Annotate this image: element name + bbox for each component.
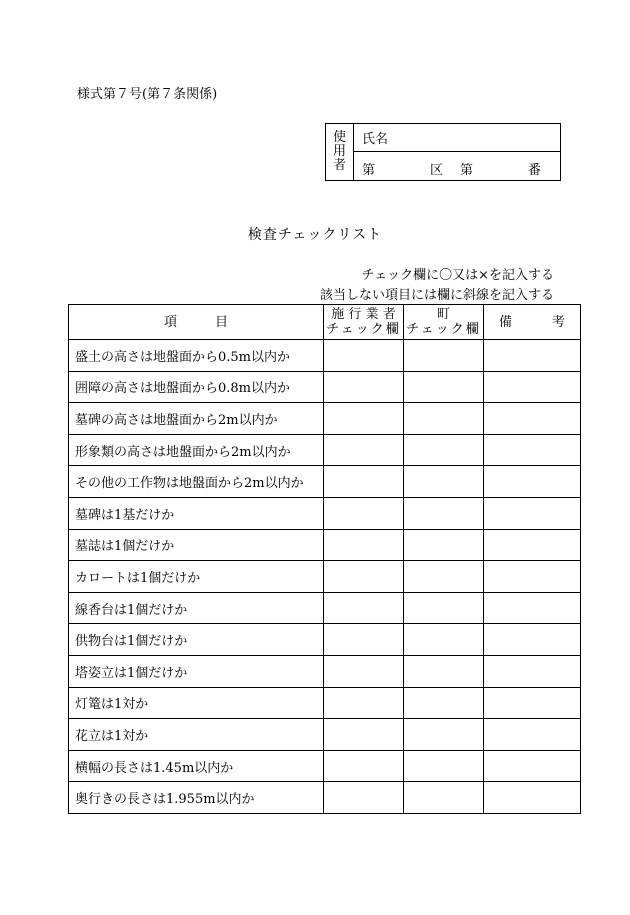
- remarks-cell[interactable]: [484, 655, 581, 687]
- town-check-cell[interactable]: [404, 750, 484, 782]
- contractor-check-cell[interactable]: [324, 403, 404, 435]
- table-row: [69, 371, 581, 403]
- instruction-line-2: 該当しない項目には欄に斜線を記入する: [319, 288, 554, 303]
- user-label: [326, 124, 354, 180]
- item-cell: 花立は1対か: [69, 719, 324, 751]
- header-remarks-char: 備: [498, 314, 512, 330]
- user-info-box: [325, 123, 561, 181]
- contractor-check-cell[interactable]: [324, 529, 404, 561]
- table-row: [69, 782, 581, 814]
- town-check-cell[interactable]: [404, 719, 484, 751]
- contractor-check-cell[interactable]: [324, 592, 404, 624]
- item-cell: 囲障の高さは地盤面から0.8m以内か: [69, 371, 324, 403]
- table-row: [69, 529, 581, 561]
- remarks-cell[interactable]: [484, 719, 581, 751]
- user-label-char: 使: [332, 130, 346, 145]
- inspection-checklist-table: [68, 304, 581, 814]
- header-contractor-line2: チェック欄: [326, 322, 401, 337]
- item-cell: 灯篭は1対か: [69, 687, 324, 719]
- town-check-cell[interactable]: [404, 624, 484, 656]
- town-check-cell[interactable]: [404, 529, 484, 561]
- header-contractor-check: [324, 305, 404, 340]
- contractor-check-cell[interactable]: [324, 655, 404, 687]
- contractor-check-cell[interactable]: [324, 371, 404, 403]
- remarks-cell[interactable]: [484, 497, 581, 529]
- table-row: [69, 497, 581, 529]
- header-remarks: [484, 305, 581, 340]
- town-check-cell[interactable]: [404, 592, 484, 624]
- remarks-cell[interactable]: [484, 782, 581, 814]
- user-address-field[interactable]: [354, 152, 560, 180]
- item-cell: カロートは1個だけか: [69, 561, 324, 593]
- header-item-char: 目: [215, 314, 229, 330]
- town-check-cell[interactable]: [404, 371, 484, 403]
- item-cell: 奥行きの長さは1.955m以内か: [69, 782, 324, 814]
- document-title: 検査チェックリスト: [247, 227, 383, 243]
- contractor-check-cell[interactable]: [324, 750, 404, 782]
- table-row: [69, 655, 581, 687]
- item-cell: その他の工作物は地盤面から2m以内か: [69, 466, 324, 498]
- table-row: [69, 403, 581, 435]
- contractor-check-cell[interactable]: [324, 624, 404, 656]
- town-check-cell[interactable]: [404, 782, 484, 814]
- table-row: [69, 340, 581, 372]
- address-part: 番: [528, 163, 542, 178]
- table-row: [69, 750, 581, 782]
- header-town-line2: チェック欄: [406, 322, 481, 337]
- address-part: 第: [362, 163, 376, 178]
- table-row: [69, 687, 581, 719]
- header-item-char: 項: [163, 314, 177, 330]
- header-item: [69, 305, 324, 340]
- instruction-line-1: チェック欄に〇又は×を記入する: [361, 268, 554, 283]
- town-check-cell[interactable]: [404, 687, 484, 719]
- contractor-check-cell[interactable]: [324, 434, 404, 466]
- header-town-line1: 町: [436, 307, 450, 322]
- town-check-cell[interactable]: [404, 655, 484, 687]
- item-cell: 墓誌は1個だけか: [69, 529, 324, 561]
- contractor-check-cell[interactable]: [324, 719, 404, 751]
- user-label-char: 者: [332, 158, 346, 173]
- address-part: 第: [460, 163, 474, 178]
- item-cell: 線香台は1個だけか: [69, 592, 324, 624]
- contractor-check-cell[interactable]: [324, 782, 404, 814]
- table-row: [69, 592, 581, 624]
- header-contractor-line1: 施 行 業 者: [331, 307, 396, 322]
- table-header-row: [69, 305, 581, 340]
- item-cell: 盛土の高さは地盤面から0.5m以内か: [69, 340, 324, 372]
- table-row: [69, 434, 581, 466]
- remarks-cell[interactable]: [484, 592, 581, 624]
- table-row: [69, 561, 581, 593]
- town-check-cell[interactable]: [404, 340, 484, 372]
- remarks-cell[interactable]: [484, 750, 581, 782]
- address-part: 区: [430, 163, 444, 178]
- town-check-cell[interactable]: [404, 466, 484, 498]
- contractor-check-cell[interactable]: [324, 687, 404, 719]
- table-row: [69, 719, 581, 751]
- item-cell: 塔姿立は1個だけか: [69, 655, 324, 687]
- remarks-cell[interactable]: [484, 371, 581, 403]
- contractor-check-cell[interactable]: [324, 497, 404, 529]
- remarks-cell[interactable]: [484, 403, 581, 435]
- town-check-cell[interactable]: [404, 434, 484, 466]
- name-label: 氏名: [362, 132, 389, 147]
- item-cell: 墓碑の高さは地盤面から2m以内か: [69, 403, 324, 435]
- remarks-cell[interactable]: [484, 466, 581, 498]
- form-number: 様式第７号(第７条関係): [77, 87, 218, 102]
- item-cell: 横幅の長さは1.45m以内か: [69, 750, 324, 782]
- town-check-cell[interactable]: [404, 403, 484, 435]
- remarks-cell[interactable]: [484, 687, 581, 719]
- user-label-char: 用: [332, 144, 346, 159]
- header-remarks-char: 考: [552, 314, 566, 330]
- remarks-cell[interactable]: [484, 529, 581, 561]
- user-name-field[interactable]: [354, 124, 560, 152]
- header-town-check: [404, 305, 484, 340]
- table-row: [69, 624, 581, 656]
- table-row: [69, 466, 581, 498]
- contractor-check-cell[interactable]: [324, 466, 404, 498]
- item-cell: 形象類の高さは地盤面から2m以内か: [69, 434, 324, 466]
- contractor-check-cell[interactable]: [324, 561, 404, 593]
- contractor-check-cell[interactable]: [324, 340, 404, 372]
- remarks-cell[interactable]: [484, 340, 581, 372]
- item-cell: 墓碑は1基だけか: [69, 497, 324, 529]
- remarks-cell[interactable]: [484, 434, 581, 466]
- item-cell: 供物台は1個だけか: [69, 624, 324, 656]
- remarks-cell[interactable]: [484, 561, 581, 593]
- checklist-body: [69, 340, 581, 814]
- town-check-cell[interactable]: [404, 561, 484, 593]
- remarks-cell[interactable]: [484, 624, 581, 656]
- town-check-cell[interactable]: [404, 497, 484, 529]
